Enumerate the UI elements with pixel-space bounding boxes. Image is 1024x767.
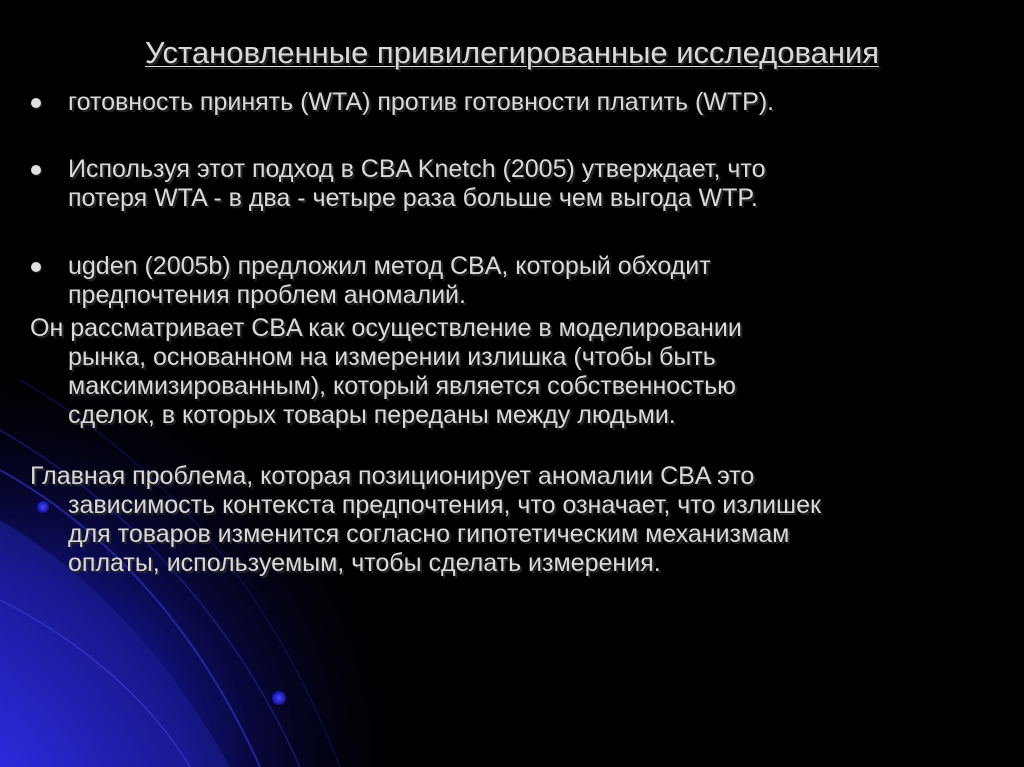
- paragraph-text-line: для товаров изменится согласно гипотетическим механизмам: [68, 520, 790, 548]
- bullet-text-line: потеря WTA - в два - четыре раза больше чем выгода WTP.: [68, 184, 758, 212]
- bullet-dot-icon: [31, 262, 41, 272]
- paragraph-text-line: Он рассматривает CBA как осуществление в моделировании: [30, 314, 742, 342]
- paragraph-text-line: зависимость контекста предпочтения, что означает, что излишек: [68, 491, 821, 519]
- bullet-text-line: готовность принять (WTA) против готовности платить (WTP).: [68, 88, 775, 116]
- paragraph-text-line: Главная проблема, которая позиционирует аномалии CBA это: [30, 462, 755, 490]
- paragraph-text-line: оплаты, используемым, чтобы сделать измерения.: [68, 549, 661, 577]
- bullet-item: [68, 155, 765, 213]
- paragraph: [30, 314, 742, 430]
- bullet-text-line: ugden (2005b) предложил метод CBA, который обходит: [68, 252, 711, 280]
- paragraph: [30, 462, 821, 578]
- paragraph-text-line: рынка, основанном на измерении излишка (чтобы быть: [68, 343, 716, 371]
- paragraph-text-line: сделок, в которых товары переданы между людьми.: [68, 401, 676, 429]
- bullet-text-line: предпочтения проблем аномалий.: [68, 281, 466, 309]
- bullet-dot-icon: [31, 165, 41, 175]
- bullet-dot-icon: [31, 98, 41, 108]
- bullet-text-line: Используя этот подход в CBA Knetch (2005) утверждает, что: [68, 155, 766, 183]
- bullet-item: [68, 88, 774, 117]
- paragraph-text-line: максимизированным), который является собственностью: [68, 372, 736, 400]
- slide-title: Установленные привилегированные исследования: [144, 35, 880, 70]
- bullet-item: [68, 252, 711, 310]
